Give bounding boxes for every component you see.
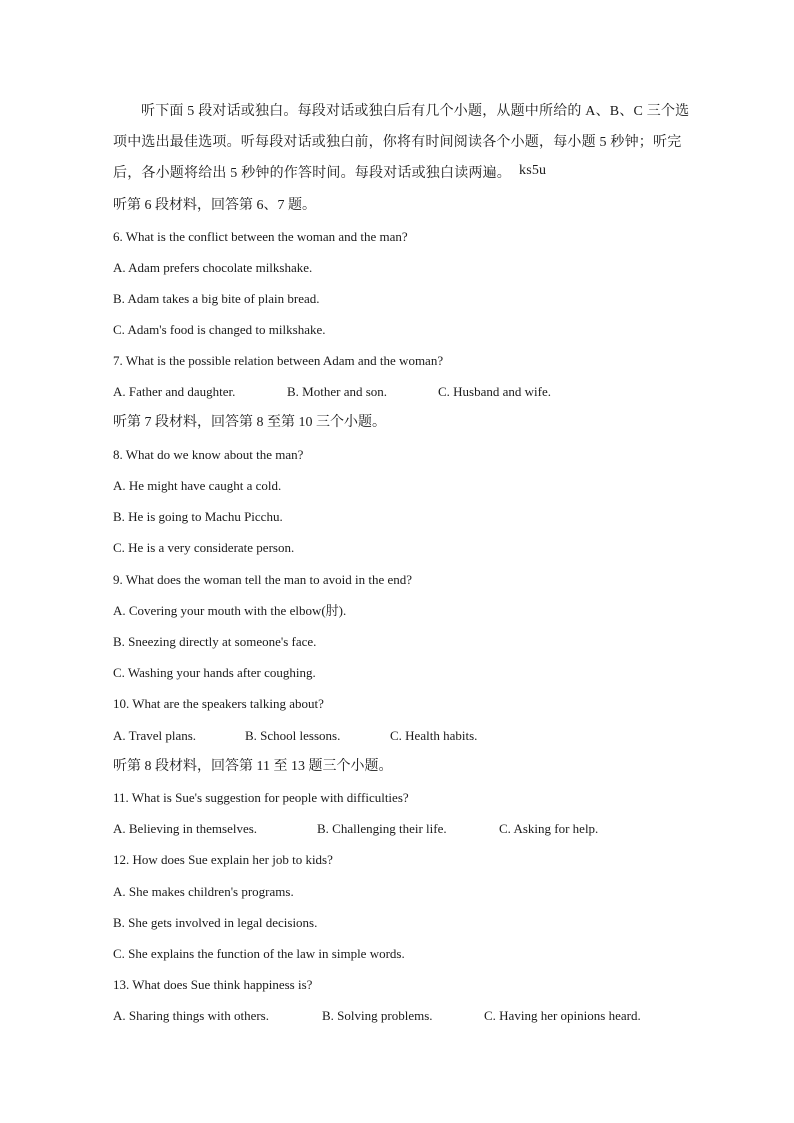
question-6-stem: 6. What is the conflict between the woman and the man?: [113, 229, 408, 244]
question-12-stem: 12. How does Sue explain her job to kids?: [113, 852, 333, 867]
question-6-option-a: A. Adam prefers chocolate milkshake.: [113, 260, 313, 275]
question-8-stem: 8. What do we know about the man?: [113, 447, 304, 462]
section-heading-3: 听第 8 段材料，回答第 11 至 13 题三个小题。: [113, 759, 393, 774]
question-8-option-c: C. He is a very considerate person.: [113, 540, 295, 555]
instructions-line-3: [113, 165, 546, 183]
instructions-line-1: 听下面 5 段对话或独白。每段对话或独白后有几个小题，从题中所给的 A、B、C 三个选: [141, 104, 690, 119]
question-12-option-c: C. She explains the function of the law in simple words.: [113, 946, 405, 961]
question-6-option-c: C. Adam's food is changed to milkshake.: [113, 322, 326, 337]
question-7-stem: 7. What is the possible relation between Adam and the woman?: [113, 353, 444, 368]
question-13-option-c: C. Having her opinions heard.: [484, 1008, 641, 1023]
question-10-option-a: A. Travel plans.: [113, 728, 197, 743]
question-12-option-b: B. She gets involved in legal decisions.: [113, 915, 318, 930]
question-6-option-b: B. Adam takes a big bite of plain bread.: [113, 291, 320, 306]
instructions-line-2: 项中选出最佳选项。听每段对话或独白前，你将有时间阅读各个小题，每小题 5 秒钟；听完: [113, 135, 682, 150]
question-9-option-b: B. Sneezing directly at someone's face.: [113, 634, 317, 649]
question-9-option-c: C. Washing your hands after coughing.: [113, 665, 316, 680]
question-9-option-a: A. Covering your mouth with the elbow(肘).: [113, 603, 347, 618]
question-10-stem: 10. What are the speakers talking about?: [113, 696, 324, 711]
question-7-option-c: C. Husband and wife.: [438, 384, 552, 399]
question-13-options: [113, 1007, 641, 1025]
question-7-option-a: A. Father and daughter.: [113, 384, 236, 399]
question-11-option-c: C. Asking for help.: [499, 821, 599, 836]
question-11-option-b: B. Challenging their life.: [317, 821, 447, 836]
question-10-options: [113, 727, 477, 745]
watermark: ks5u: [519, 163, 547, 178]
section-heading-2: 听第 7 段材料，回答第 8 至第 10 三个小题。: [113, 415, 386, 430]
question-8-option-a: A. He might have caught a cold.: [113, 478, 282, 493]
question-13-option-b: B. Solving problems.: [322, 1008, 433, 1023]
question-12-option-a: A. She makes children's programs.: [113, 884, 294, 899]
question-7-option-b: B. Mother and son.: [287, 384, 388, 399]
question-11-stem: 11. What is Sue's suggestion for people with difficulties?: [113, 790, 409, 805]
question-8-option-b: B. He is going to Machu Picchu.: [113, 509, 283, 524]
question-10-option-b: B. School lessons.: [245, 728, 341, 743]
question-11-option-a: A. Believing in themselves.: [113, 821, 258, 836]
question-10-option-c: C. Health habits.: [390, 728, 478, 743]
question-13-option-a: A. Sharing things with others.: [113, 1008, 269, 1023]
question-13-stem: 13. What does Sue think happiness is?: [113, 977, 313, 992]
instructions-line-3-text: 后，各小题将给出 5 秒钟的作答时间。每段对话或独白读两遍。: [113, 166, 511, 181]
question-11-options: [113, 820, 598, 838]
question-9-stem: 9. What does the woman tell the man to avoid in the end?: [113, 572, 413, 587]
section-heading-1: 听第 6 段材料，回答第 6、7 题。: [113, 198, 316, 213]
question-7-options: [113, 383, 551, 401]
